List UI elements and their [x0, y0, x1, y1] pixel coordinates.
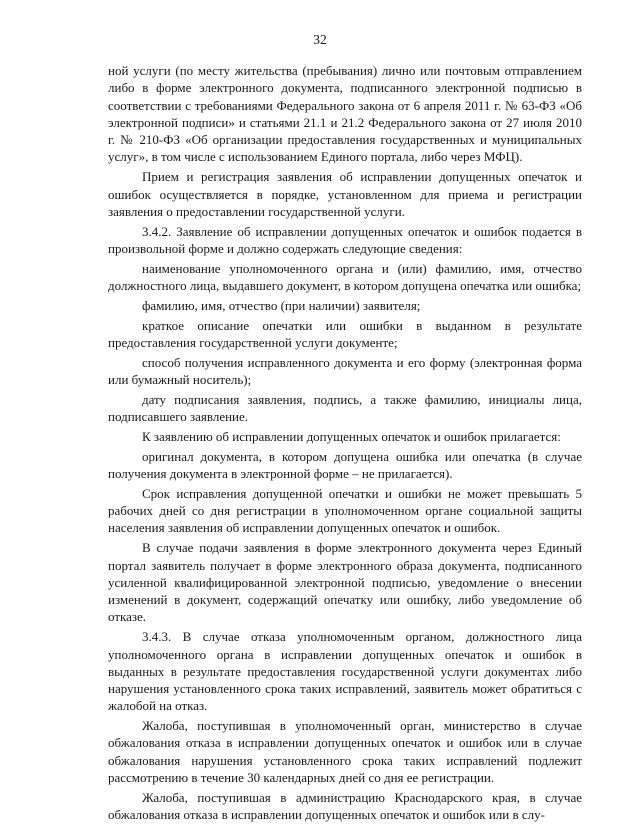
- paragraph: фамилию, имя, отчество (при наличии) заявителя;: [142, 297, 421, 313]
- paragraph: Прием и регистрация заявления об исправлении допущенных опечаток и ошибок осуществляется в порядке, установленном для приема и регистрации заявления о предоставлении государственной услуги.: [108, 169, 582, 219]
- paragraph: Жалоба, поступившая в администрацию Краснодарского края, в случае обжалования отказа в исправлении допущенных опечаток и ошибок или в слу-: [108, 789, 582, 823]
- page-number: 32: [313, 32, 327, 47]
- paragraph: В случае подачи заявления в форме электронного документа через Единый портал заявитель получает в форме электронного образа документа, подписанного усиленной квалифицированной электронной подписью, уведомление о внесении изменений в документ, содержащий опечатку или ошибку, либо уведомление об отказе.: [108, 540, 582, 625]
- paragraph: К заявлению об исправлении допущенных опечаток и ошибок прилагается:: [142, 428, 561, 444]
- document-body: [108, 62, 582, 826]
- paragraph: Срок исправления допущенной опечатки и ошибки не может превышать 5 рабочих дней со дня регистрации в уполномоченном органе социальной защиты населения заявления об исправлении допущенных опечаток и ошибок.: [108, 485, 582, 536]
- paragraph: ной услуги (по месту жительства (пребывания) лично или почтовым отправлением либо в форме электронного документа, подписанного электронной подписью в соответствии с требованиями Федерального закона от 6 апреля 2011 г. № 63-ФЗ «Об электронной подписи» и статьями 21.1 и 21.2 Федерального закона от 27 июля 2010 г. № 210-ФЗ «Об организации предоставления государственных и муниципальных услуг», в том числе с использованием Единого портала, либо через МФЦ).: [108, 63, 582, 165]
- paragraph: дату подписания заявления, подпись, а также фамилию, инициалы лица, подписавшего заявление.: [108, 391, 582, 425]
- paragraph: оригинал документа, в котором допущена ошибка или опечатка (в случае получения документа в электронной форме – не прилагается).: [108, 448, 582, 482]
- paragraph: 3.4.2. Заявление об исправлении допущенных опечаток и ошибок подается в произвольной форме и должно содержать следующие сведения:: [108, 223, 582, 256]
- paragraph: способ получения исправленного документа и его форму (электронная форма или бумажный носитель);: [108, 354, 582, 388]
- paragraph: 3.4.3. В случае отказа уполномоченным органом, должностного лица уполномоченного органа в исправлении допущенных опечаток и ошибок в выданных в результате предоставления государственной услуги документах либо нарушения установленного срока таких исправлений, заявитель может обратиться с жалобой на отказ.: [108, 629, 582, 714]
- paragraph: Жалоба, поступившая в уполномоченный орган, министерство в случае обжалования отказа в исправлении допущенных опечаток и ошибок или в случае обжалования нарушения установленного срока таких исправлений подлежит рассмотрению в течение 30 календарных дней со дня ее регистрации.: [108, 718, 582, 786]
- paragraph: наименование уполномоченного органа и (или) фамилию, имя, отчество должностного лица, выдавшего документ, в котором допущена опечатка или ошибка;: [108, 260, 582, 294]
- paragraph: краткое описание опечатки или ошибки в выданном в результате предоставления государственной услуги документе;: [108, 317, 582, 350]
